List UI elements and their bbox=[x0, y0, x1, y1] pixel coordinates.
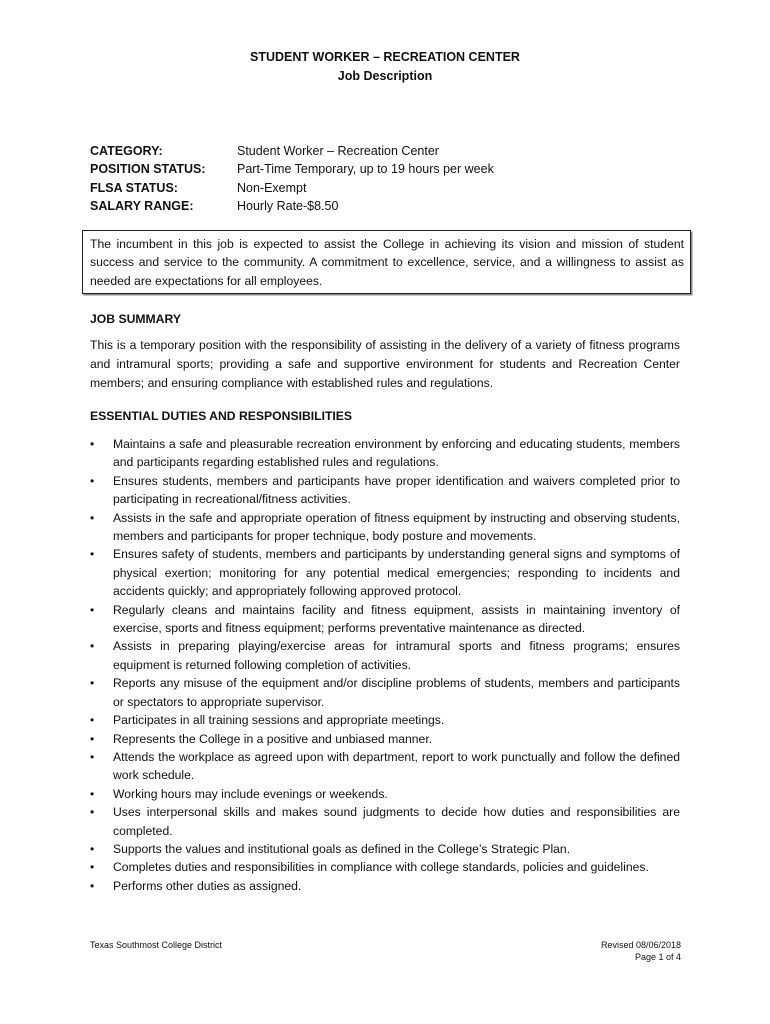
duty-text: Ensures safety of students, members and participants by understanding general signs and symptoms of physical exertion; monitoring for any potential medical emergencies; responding to incidents and accidents quickly; and appropriately following approved protocol. bbox=[113, 547, 680, 599]
bullet-icon: • bbox=[90, 786, 95, 801]
document-title: STUDENT WORKER – RECREATION CENTER bbox=[250, 50, 520, 64]
list-item bbox=[90, 803, 680, 840]
bullet-icon: • bbox=[90, 731, 95, 746]
duty-text: Reports any misuse of the equipment and/or discipline problems of students, members and participants or spectators to appropriate supervisor. bbox=[113, 676, 680, 709]
meta-label: SALARY RANGE: bbox=[90, 198, 194, 213]
duties-list bbox=[90, 435, 680, 895]
bullet-icon: • bbox=[90, 437, 95, 451]
list-item bbox=[90, 711, 680, 729]
meta-value: Non-Exempt bbox=[237, 180, 307, 195]
bullet-icon: • bbox=[90, 602, 95, 617]
list-item bbox=[90, 840, 680, 858]
duty-text: Maintains a safe and pleasurable recreation environment by enforcing and educating students, members and participants regarding established rules and regulations. bbox=[113, 437, 680, 470]
meta-label: FLSA STATUS: bbox=[90, 180, 178, 195]
meta-label: CATEGORY: bbox=[90, 144, 163, 158]
list-item bbox=[90, 730, 680, 748]
duty-text: Assists in preparing playing/exercise areas for intramural sports and fitness programs; ensures equipment is returned following completion of activities. bbox=[113, 639, 680, 672]
duty-text: Represents the College in a positive and unbiased manner. bbox=[113, 731, 433, 746]
bullet-icon: • bbox=[90, 473, 95, 488]
bullet-icon: • bbox=[90, 749, 95, 764]
expectations-notice-box: The incumbent in this job is expected to assist the College in achieving its vision and mission of student success and service to the community. A commitment to excellence, service, and a willingness to assist as needed are expectations for all employees. bbox=[82, 230, 691, 294]
list-item bbox=[90, 601, 680, 638]
bullet-icon: • bbox=[90, 805, 95, 820]
meta-value: Part-Time Temporary, up to 19 hours per week bbox=[237, 162, 494, 177]
footer-page-info bbox=[601, 939, 681, 963]
list-item bbox=[90, 545, 680, 600]
list-item bbox=[90, 785, 680, 803]
duty-text: Supports the values and institutional goals as defined in the College’s Strategic Plan. bbox=[113, 841, 571, 856]
page-number: Page 1 of 4 bbox=[634, 952, 681, 962]
list-item bbox=[90, 674, 680, 711]
meta-value: Student Worker – Recreation Center bbox=[237, 144, 439, 158]
list-item bbox=[90, 877, 680, 895]
duty-text: Regularly cleans and maintains facility and fitness equipment, assists in maintaining inventory of exercise, sports and fitness equipment; performs preventative maintenance as directed. bbox=[113, 602, 680, 636]
meta-row-category bbox=[90, 142, 494, 160]
meta-row-salary-range bbox=[90, 197, 494, 215]
meta-row-position-status bbox=[90, 160, 494, 178]
list-item bbox=[90, 509, 680, 546]
duty-text: Uses interpersonal skills and makes sound judgments to decide how duties and responsibilities are completed. bbox=[113, 805, 680, 838]
meta-value: Hourly Rate-$8.50 bbox=[237, 198, 339, 213]
list-item bbox=[90, 637, 680, 674]
duty-text: Participates in all training sessions and appropriate meetings. bbox=[113, 713, 445, 728]
list-item bbox=[90, 435, 680, 472]
duty-text: Performs other duties as assigned. bbox=[113, 878, 302, 893]
bullet-icon: • bbox=[90, 547, 95, 562]
bullet-icon: • bbox=[90, 860, 95, 875]
bullet-icon: • bbox=[90, 510, 95, 525]
duties-heading: ESSENTIAL DUTIES AND RESPONSIBILITIES bbox=[90, 409, 353, 423]
list-item bbox=[90, 858, 680, 876]
list-item bbox=[90, 472, 680, 509]
duty-text: Completes duties and responsibilities in compliance with college standards, policies and guidelines. bbox=[113, 860, 649, 875]
bullet-icon: • bbox=[90, 639, 95, 654]
duty-text: Working hours may include evenings or weekends. bbox=[113, 786, 388, 801]
document-subtitle: Job Description bbox=[337, 69, 433, 83]
position-meta bbox=[90, 142, 494, 215]
job-summary-heading: JOB SUMMARY bbox=[90, 312, 181, 326]
bullet-icon: • bbox=[90, 878, 95, 893]
duty-text: Attends the workplace as agreed upon with department, report to work punctually and follow the defined work schedule. bbox=[113, 749, 680, 783]
job-summary-text: This is a temporary position with the responsibility of assisting in the delivery of a variety of fitness programs and intramural sports; providing a safe and supportive environment for students and Recreation Center members; and ensuring compliance with established rules and regulations. bbox=[90, 338, 680, 390]
revised-date: Revised 08/06/2018 bbox=[600, 940, 681, 950]
duty-text: Ensures students, members and participants have proper identification and waivers completed prior to participating in recreational/fitness activities. bbox=[113, 473, 680, 507]
meta-label: POSITION STATUS: bbox=[90, 162, 206, 177]
bullet-icon: • bbox=[90, 841, 95, 856]
meta-row-flsa-status bbox=[90, 179, 494, 197]
duty-text: Assists in the safe and appropriate operation of fitness equipment by instructing and observing students, members and participants for proper technique, body posture and movements. bbox=[113, 510, 680, 544]
list-item bbox=[90, 748, 680, 785]
bullet-icon: • bbox=[90, 713, 95, 728]
footer-district: Texas Southmost College District bbox=[90, 940, 223, 950]
bullet-icon: • bbox=[90, 676, 95, 691]
